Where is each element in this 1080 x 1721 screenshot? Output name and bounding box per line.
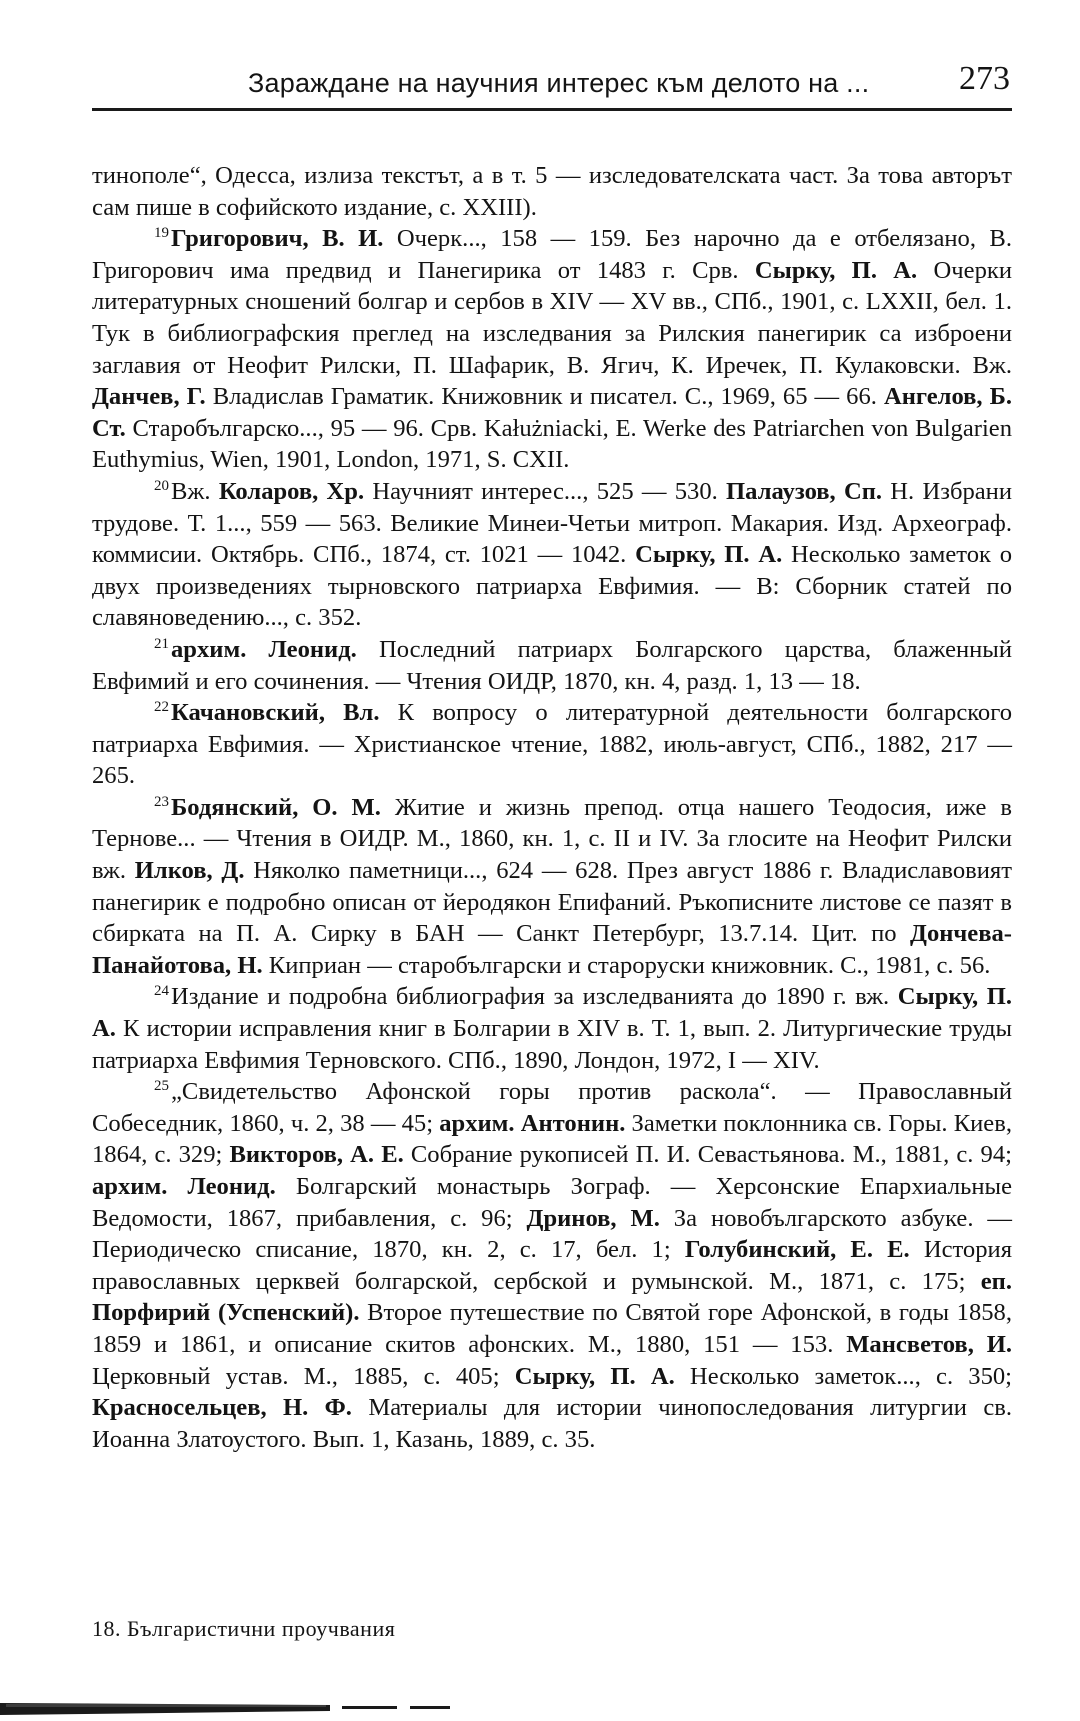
cited-author: архим. Леонид. (171, 635, 357, 663)
footnote-number: 23 (154, 793, 169, 810)
signature-mark: 18. Българистични проучвания (92, 1616, 396, 1641)
footnote-text: Заметки поклонника св. Горы. Киев, 1864, с. 329; (92, 1109, 1012, 1169)
cited-author: Сырку, П. А. (635, 541, 783, 569)
footnote-text: Научният интерес..., 525 — 530. (364, 477, 727, 505)
cited-author: Голубинский, Е. Е. (684, 1236, 910, 1264)
cited-author: Григорович, В. И. (171, 225, 384, 253)
cited-author: Палаузов, Сп. (726, 477, 883, 505)
cited-author: Илков, Д. (134, 857, 245, 885)
footnote-19 (92, 223, 1012, 476)
footnote-text: Издание и подробна библиография за изследванията до 1890 г. вж. (171, 983, 898, 1011)
footnote-continuation (92, 160, 1012, 223)
footnote-text: Церковный устав. М., 1885, с. 405; (92, 1362, 515, 1390)
cited-author: архим. Антонин. (439, 1109, 626, 1137)
footnote-text: „Свидетельство Афонской горы против раскола“. — Православный Собеседник, 1860, ч. 2, 38 — 45; (92, 1078, 1012, 1137)
footnote-text: Очерки литературных сношений болгар и сербов в XIV — XV вв., СПб., 1901, с. LXXII, бел. 1. Тук в библиографския преглед на изследвания за Рилския панегирик са изброени заглавия от Неофит Рилски, П. Шафарик, В. Ягич, К. Иречек, П. Кулаковски. Вж. (92, 256, 1013, 379)
footnote-number: 24 (154, 983, 169, 1000)
footnote-text: Н. Избрани трудове. Т. 1..., 559 — 563. Великие Минеи-Четьи митроп. Макария. Изд. Археограф. коммисии. Октябрь. СПб., 1874, ст. 1021 — 1042. (92, 477, 1012, 569)
cited-author: Дринов, М. (526, 1204, 660, 1232)
footnotes-body (92, 160, 1012, 1455)
cited-author: архим. Леонид. (92, 1173, 276, 1200)
cited-author: Сырку, П. А. (514, 1362, 675, 1390)
cited-author: еп. Порфирий (Успенский). (92, 1267, 1012, 1327)
footnote-text: Владислав Граматик. Книжовник и писател. С., 1969, 65 — 66. (205, 383, 884, 411)
running-title: Зараждане на научния интерес към делото на ... (248, 68, 870, 98)
footnote-number: 21 (154, 635, 169, 652)
cited-author: Данчев, Г. (92, 383, 206, 411)
footnote-text: Последний патриарх Болгарского царства, блаженный Евфимий и его сочинения. — Чтения ОИДР, 1870, кн. 4, разд. 1, 13 — 18. (92, 635, 1012, 695)
page-edge-scan-artifact (0, 1693, 1080, 1721)
cited-author: Бодянский, О. М. (171, 793, 381, 821)
footnote-text: тинополе“, Одесса, излиза текстът, а в т. 5 — изследователската част. За това авторът сам пише в софийското издание, с. XXIII). (92, 162, 1012, 221)
footnote-text: Няколко паметници..., 624 — 628. През август 1886 г. Владиславовият панегирик е подробно описан от йеродякон Епифаний. Ръкописните листове се пазят в сбирката на П. А. Сирку в БАН — Санкт Петербург, 13.7.14. Цит. по (92, 857, 1012, 948)
footnote-text: Собрание рукописей П. И. Севастьянова. М., 1881, с. 94; (403, 1141, 1012, 1169)
footnote-21 (92, 634, 1012, 697)
footnote-text: Вж. (171, 477, 219, 505)
footnote-24 (92, 981, 1012, 1076)
footnote-text: Несколько заметок о двух произведениях тырновского патриарха Евфимия. — В: Сборник статей по славяноведению..., с. 352. (92, 541, 1013, 632)
footnote-25 (92, 1076, 1012, 1455)
footnote-text: Старобългарско..., 95 — 96. Срв. Kałużniacki, E. Werke des Patriarchen von Bulgarien Euthymius, Wien, 1901, London, 1971, S. CXII. (92, 414, 1012, 474)
cited-author: Красносельцев, Н. Ф. (92, 1394, 352, 1422)
footnote-text: К вопросу о литературной деятельности болгарского патриарха Евфимия. — Христианское чтение, 1882, июль-август, СПб., 1882, 217 — 265. (92, 699, 1013, 790)
cited-author: Качановский, Вл. (171, 699, 380, 727)
cited-author: Сырку, П. А. (92, 983, 1013, 1043)
footnote-23 (92, 792, 1012, 982)
cited-author: Ангелов, Б. Ст. (92, 383, 1013, 442)
footnote-text: Материалы для истории чинопоследования литургии св. Иоанна Златоустого. Вып. 1, Казань, 1889, с. 35. (92, 1394, 1012, 1453)
footnote-text: Очерк..., 158 — 159. Без нарочно да е отбелязано, В. Григорович има предвид и Панегирика от 1483 г. Срв. (92, 225, 1012, 284)
cited-author: Дончева-Панайотова, Н. (92, 920, 1012, 979)
footnote-text: Второе путешествие по Святой горе Афонской, в годы 1858, 1859 и 1861, и описание скитов афонских. М., 1880, 151 — 153. (92, 1299, 1012, 1358)
footnote-text: История православных церквей болгарской, сербской и румынской. М., 1871, с. 175; (92, 1236, 1013, 1295)
footnote-text: Несколько заметок..., с. 350; (674, 1362, 1012, 1390)
footnote-20 (92, 476, 1012, 634)
footnote-number: 25 (154, 1078, 169, 1095)
cited-author: Сырку, П. А. (754, 256, 918, 284)
footnote-text: Житие и жизнь препод. отца нашего Теодосия, иже в Тернове... — Чтения в ОИДР. М., 1860, кн. 1, с. II и IV. За глосите на Неофит Рилски вж. (92, 793, 1012, 885)
footnote-text: Болгарский монастырь Зограф. — Херсонские Епархиальные Ведомости, 1867, прибавления, с. 96; (92, 1173, 1012, 1232)
cited-author: Викторов, А. Е. (229, 1141, 404, 1169)
running-header (92, 60, 1012, 111)
cited-author: Коларов, Хр. (218, 477, 365, 505)
footnote-text: За новобългарското азбуке. — Периодическо списание, 1870, кн. 2, с. 17, бел. 1; (92, 1204, 1012, 1264)
footnote-text: Киприан — старобългарски и староруски книжовник. С., 1981, с. 56. (262, 951, 991, 979)
footnote-text: К истории исправления книг в Болгарии в XIV в. Т. 1, вып. 2. Литургические труды патриарха Евфимия Терновского. СПб., 1890, Лондон, 1972, I — XIV. (92, 1015, 1012, 1074)
cited-author: Мансветов, И. (846, 1330, 1012, 1358)
footnote-22 (92, 697, 1012, 792)
footnote-number: 20 (154, 477, 169, 494)
footnote-number: 22 (154, 698, 169, 715)
page-number: 273 (959, 60, 1010, 97)
footnote-number: 19 (154, 225, 169, 241)
